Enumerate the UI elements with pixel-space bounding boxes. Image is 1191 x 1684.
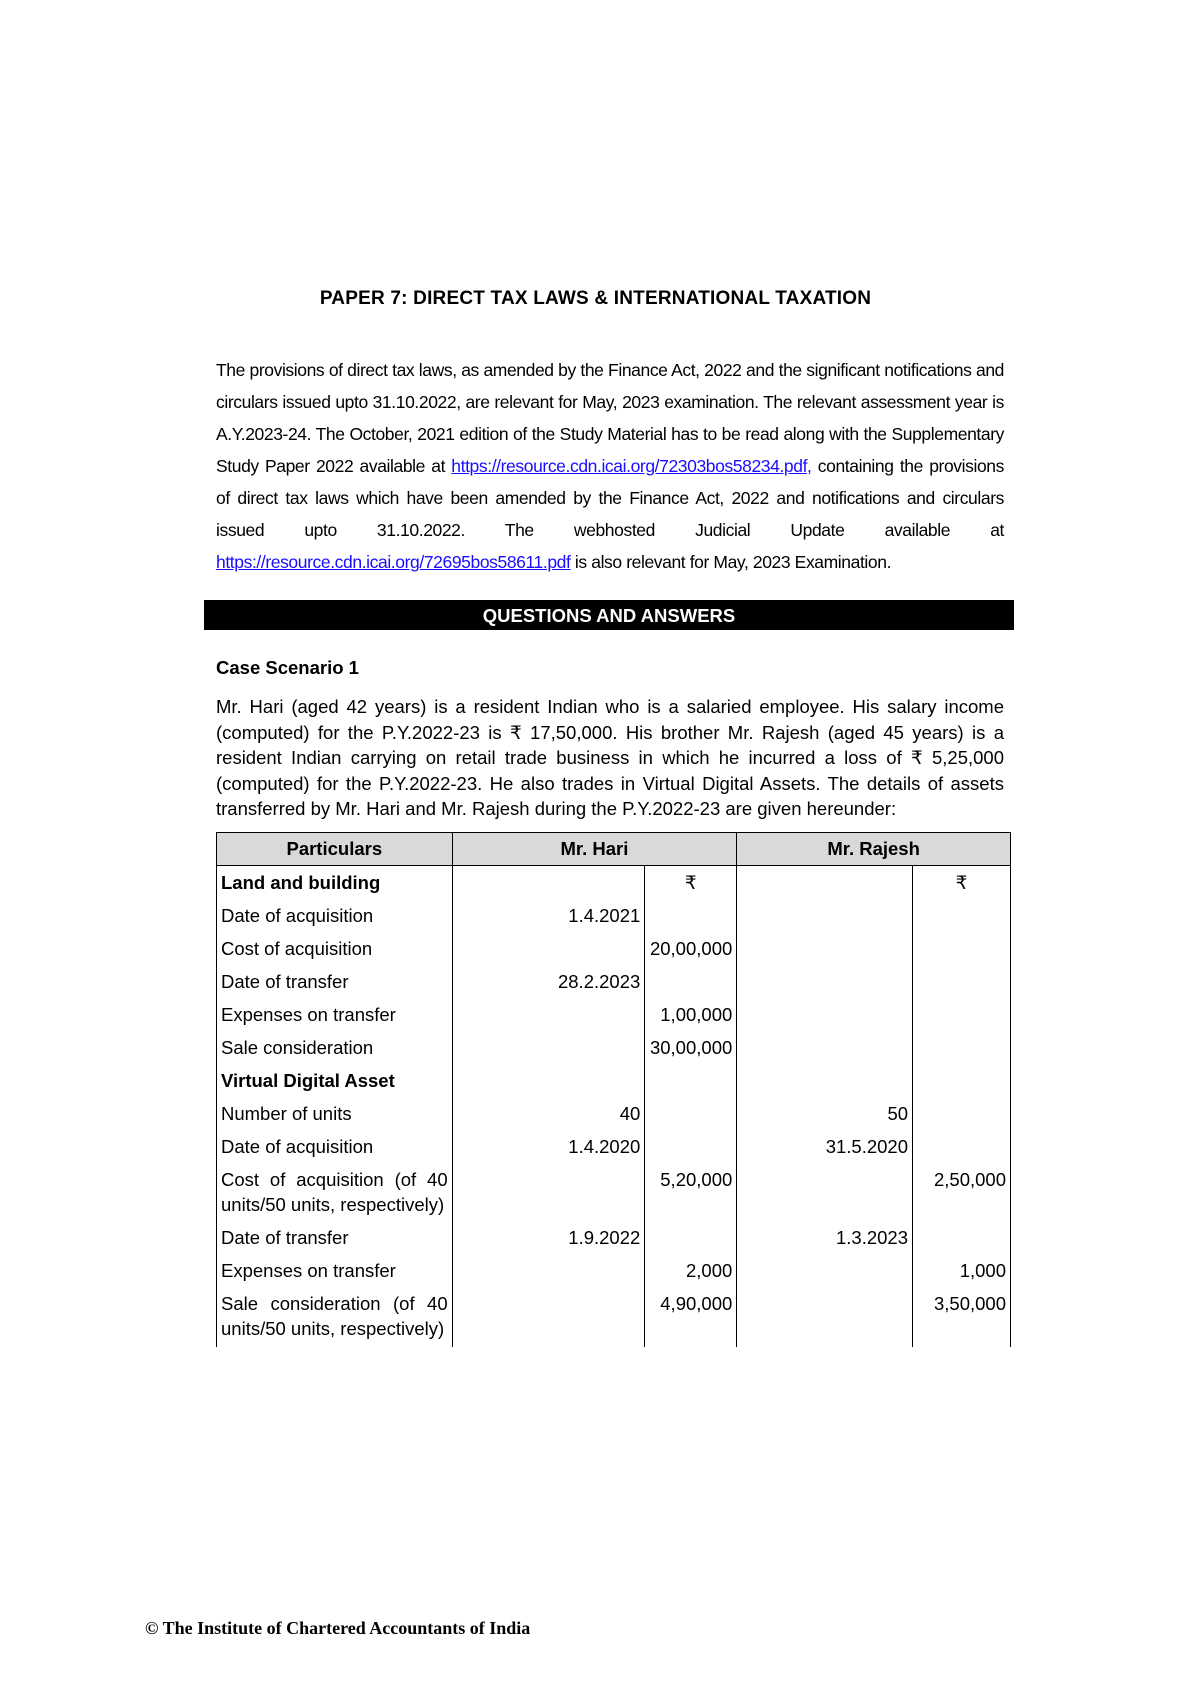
cell: 1.4.2020 bbox=[452, 1132, 645, 1165]
cell: 1.4.2021 bbox=[452, 901, 645, 934]
table-row bbox=[217, 1033, 1011, 1066]
cell: 1.9.2022 bbox=[452, 1223, 645, 1256]
table-row bbox=[217, 1256, 1011, 1289]
intro-text-1: The provisions of direct tax laws, as amended by the Finance Act, 2022 and the significant notifications and circulars issued upto 31.10.2022, are relevant for May, 2023 examination. The relevant assessment year is A.Y.2023-24. The October, 2021 edition of the Study Material has to be read along with the Supplementary Study Paper 2022 available at bbox=[216, 360, 1004, 476]
row-label: Sale consideration (of 40 units/50 units, respectively) bbox=[217, 1289, 453, 1347]
cell bbox=[913, 1033, 1011, 1066]
cell bbox=[452, 866, 645, 902]
intro-text-3: is also relevant for May, 2023 Examination. bbox=[570, 552, 892, 572]
cell: 3,50,000 bbox=[913, 1289, 1011, 1347]
cell bbox=[737, 901, 913, 934]
cell bbox=[645, 1223, 737, 1256]
cell: 5,20,000 bbox=[645, 1165, 737, 1223]
cell bbox=[645, 967, 737, 1000]
row-label: Cost of acquisition bbox=[217, 934, 453, 967]
cell bbox=[913, 901, 1011, 934]
row-label-land-building: Land and building bbox=[217, 866, 453, 902]
table-row bbox=[217, 1000, 1011, 1033]
table-row bbox=[217, 866, 1011, 902]
row-label-virtual-digital-asset: Virtual Digital Asset bbox=[217, 1066, 453, 1099]
cell bbox=[645, 901, 737, 934]
cell bbox=[737, 967, 913, 1000]
row-label: Date of transfer bbox=[217, 1223, 453, 1256]
cell bbox=[913, 1099, 1011, 1132]
table-row bbox=[217, 1132, 1011, 1165]
row-label: Sale consideration bbox=[217, 1033, 453, 1066]
cell: 4,90,000 bbox=[645, 1289, 737, 1347]
row-label: Date of acquisition bbox=[217, 901, 453, 934]
cell: 40 bbox=[452, 1099, 645, 1132]
cell bbox=[737, 1289, 913, 1347]
cell: 20,00,000 bbox=[645, 934, 737, 967]
table-row bbox=[217, 934, 1011, 967]
cell bbox=[913, 1223, 1011, 1256]
table-row bbox=[217, 1099, 1011, 1132]
cell: 2,50,000 bbox=[913, 1165, 1011, 1223]
row-label: Expenses on transfer bbox=[217, 1256, 453, 1289]
intro-paragraph bbox=[216, 354, 1004, 578]
cell: 50 bbox=[737, 1099, 913, 1132]
copyright-footer: © The Institute of Chartered Accountants of India bbox=[145, 1618, 531, 1638]
table-row bbox=[217, 967, 1011, 1000]
table-row bbox=[217, 1289, 1011, 1347]
row-label: Date of acquisition bbox=[217, 1132, 453, 1165]
header-particulars: Particulars bbox=[217, 833, 453, 866]
cell bbox=[452, 1256, 645, 1289]
cell: 1,000 bbox=[913, 1256, 1011, 1289]
cell bbox=[913, 967, 1011, 1000]
cell bbox=[645, 1132, 737, 1165]
cell bbox=[452, 1165, 645, 1223]
cell bbox=[737, 934, 913, 967]
cell bbox=[645, 1066, 737, 1099]
cell bbox=[737, 1165, 913, 1223]
cell bbox=[737, 1000, 913, 1033]
case-scenario-title: Case Scenario 1 bbox=[216, 657, 359, 678]
case-scenario-text: Mr. Hari (aged 42 years) is a resident Indian who is a salaried employee. His salary income (computed) for the P.Y.2022-23 is ₹ 17,50,000. His brother Mr. Rajesh (aged 45 years) is a resident Indian carrying on retail trade business in which he incurred a loss of ₹ 5,25,000 (computed) for the P.Y.2022-23. He also trades in Virtual Digital Assets. The details of assets transferred by Mr. Hari and Mr. Rajesh during the P.Y.2022-23 are given hereunder: bbox=[216, 696, 1004, 819]
rupee-symbol: ₹ bbox=[913, 866, 1011, 902]
row-label: Expenses on transfer bbox=[217, 1000, 453, 1033]
intro-text-2: containing the provisions of direct tax laws which have been amended by the Finance Act, 2022 and notifications and circulars issued upto 31.10.2022. The webhosted Judicial Update available at bbox=[216, 456, 1004, 540]
table-row bbox=[217, 1066, 1011, 1099]
cell: 28.2.2023 bbox=[452, 967, 645, 1000]
cell: 2,000 bbox=[645, 1256, 737, 1289]
cell bbox=[913, 1000, 1011, 1033]
paper-title: PAPER 7: DIRECT TAX LAWS & INTERNATIONAL TAXATION bbox=[319, 288, 872, 309]
cell bbox=[737, 1033, 913, 1066]
cell: 1,00,000 bbox=[645, 1000, 737, 1033]
supplementary-study-paper-link[interactable]: https://resource.cdn.icai.org/72303bos58234.pdf, bbox=[451, 456, 812, 476]
row-label: Date of transfer bbox=[217, 967, 453, 1000]
cell bbox=[452, 1033, 645, 1066]
asset-details-table bbox=[216, 832, 1011, 1347]
cell bbox=[737, 1066, 913, 1099]
cell bbox=[913, 1066, 1011, 1099]
cell bbox=[452, 1289, 645, 1347]
cell bbox=[913, 934, 1011, 967]
table-header-row bbox=[217, 833, 1011, 866]
row-label: Number of units bbox=[217, 1099, 453, 1132]
table-row bbox=[217, 901, 1011, 934]
header-mr-rajesh: Mr. Rajesh bbox=[737, 833, 1011, 866]
row-label: Cost of acquisition (of 40 units/50 units, respectively) bbox=[217, 1165, 453, 1223]
judicial-update-link[interactable]: https://resource.cdn.icai.org/72695bos58611.pdf bbox=[216, 552, 571, 572]
cell bbox=[452, 1066, 645, 1099]
table-row bbox=[217, 1223, 1011, 1256]
cell bbox=[645, 1099, 737, 1132]
header-mr-hari: Mr. Hari bbox=[452, 833, 737, 866]
cell: 1.3.2023 bbox=[737, 1223, 913, 1256]
cell bbox=[452, 934, 645, 967]
cell bbox=[737, 866, 913, 902]
rupee-symbol: ₹ bbox=[645, 866, 737, 902]
cell: 30,00,000 bbox=[645, 1033, 737, 1066]
cell bbox=[913, 1132, 1011, 1165]
cell bbox=[452, 1000, 645, 1033]
table-row bbox=[217, 1165, 1011, 1223]
qa-heading: QUESTIONS AND ANSWERS bbox=[204, 600, 1014, 630]
cell: 31.5.2020 bbox=[737, 1132, 913, 1165]
cell bbox=[737, 1256, 913, 1289]
